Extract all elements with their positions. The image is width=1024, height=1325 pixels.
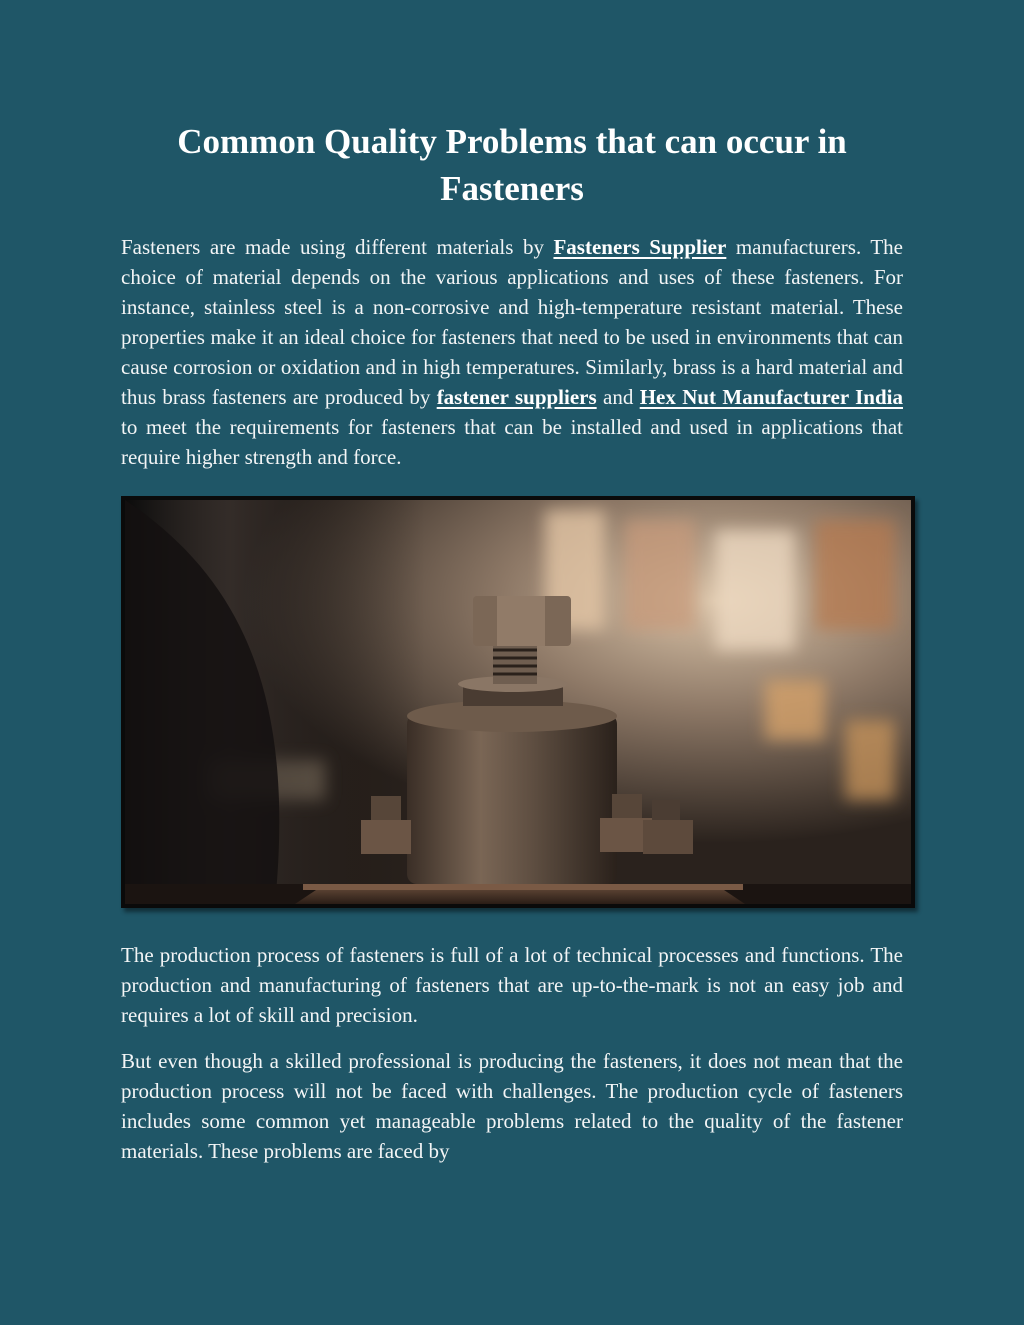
challenges-paragraph: But even though a skilled professional is producing the fasteners, it does not mean that the production process will not be faced with challenges. The production cycle of fasteners includes some common yet manageable problems related to the quality of the fastener materials. These problems are faced by <box>121 1049 903 1163</box>
intro-text-1: Fasteners are made using different materials by <box>121 235 554 259</box>
rusty-bolt-image <box>125 500 911 904</box>
intro-paragraph <box>121 232 903 472</box>
intro-text-4: to meet the requirements for fasteners that can be installed and used in applications that require higher strength and force. <box>121 415 903 469</box>
intro-text-3: and <box>596 385 640 409</box>
fasteners-supplier-link[interactable]: Fasteners Supplier <box>553 235 727 259</box>
intro-text-2: manufacturers. The choice of material depends on the various applications and uses of these fasteners. For instance, stainless steel is a non-corrosive and high-temperature resistant material. These properties make it an ideal choice for fasteners that need to be used in environments that can cause corrosion or oxidation and in high temperatures. Similarly, brass is a hard material and thus brass fasteners are produced by <box>121 235 903 409</box>
hex-nut-manufacturer-link[interactable]: Hex Nut Manufacturer India <box>639 385 903 409</box>
page-title: Common Quality Problems that can occur in Fasteners <box>177 122 847 208</box>
fastener-suppliers-link[interactable]: fastener suppliers <box>436 385 597 409</box>
production-paragraph: The production process of fasteners is full of a lot of technical processes and functions. The production and manufacturing of fasteners that are up-to-the-mark is not an easy job and requires a lot of skill and precision. <box>121 943 903 1027</box>
document-page <box>121 0 903 1166</box>
fastener-photo <box>121 496 915 908</box>
